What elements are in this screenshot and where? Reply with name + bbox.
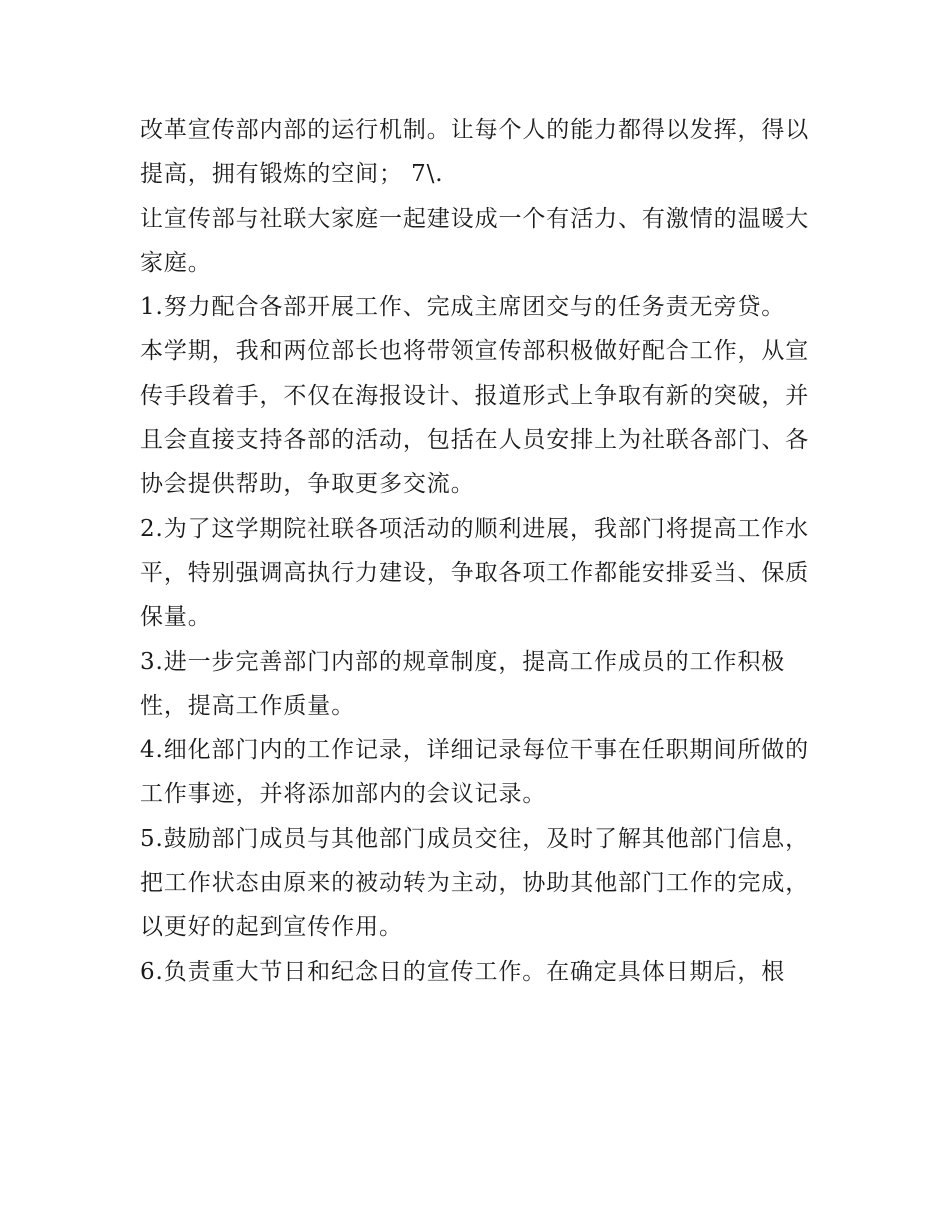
paragraph-4: 本学期，我和两位部长也将带领宣传部积极做好配合工作，从宣传手段着手，不仅在海报设计、报道形式上争取有新的突破，并且会直接支持各部的活动，包括在人员安排上为社联各部门、各协会提供帮助，争取更多交流。: [140, 338, 810, 498]
paragraph-1: 改革宣传部内部的运行机制。让每个人的能力都得以发挥，得以提高，拥有锻炼的空间； 7\.: [140, 117, 810, 188]
document-body: [140, 108, 815, 994]
paragraph-6: 3.进一步完善部门内部的规章制度，提高工作成员的工作积极性，提高工作质量。: [140, 648, 786, 719]
paragraph-7: 4.细化部门内的工作记录，详细记录每位干事在任职期间所做的工作事迹，并将添加部内的会议记录。: [140, 737, 810, 808]
paragraph-9: 6.负责重大节日和纪念日的宣传工作。在确定具体日期后，根: [140, 958, 786, 985]
paragraph-3: 1.努力配合各部开展工作、完成主席团交与的任务责无旁贷。: [140, 294, 786, 321]
paragraph-2: 让宣传部与社联大家庭一起建设成一个有活力、有激情的温暖大家庭。: [140, 205, 810, 276]
paragraph-5: 2.为了这学期院社联各项活动的顺利进展，我部门将提高工作水平，特别强调高执行力建设，争取各项工作都能安排妥当、保质保量。: [140, 515, 810, 631]
paragraph-8: 5.鼓励部门成员与其他部门成员交往，及时了解其他部门信息，把工作状态由原来的被动转为主动，协助其他部门工作的完成，以更好的起到宣传作用。: [140, 825, 810, 941]
